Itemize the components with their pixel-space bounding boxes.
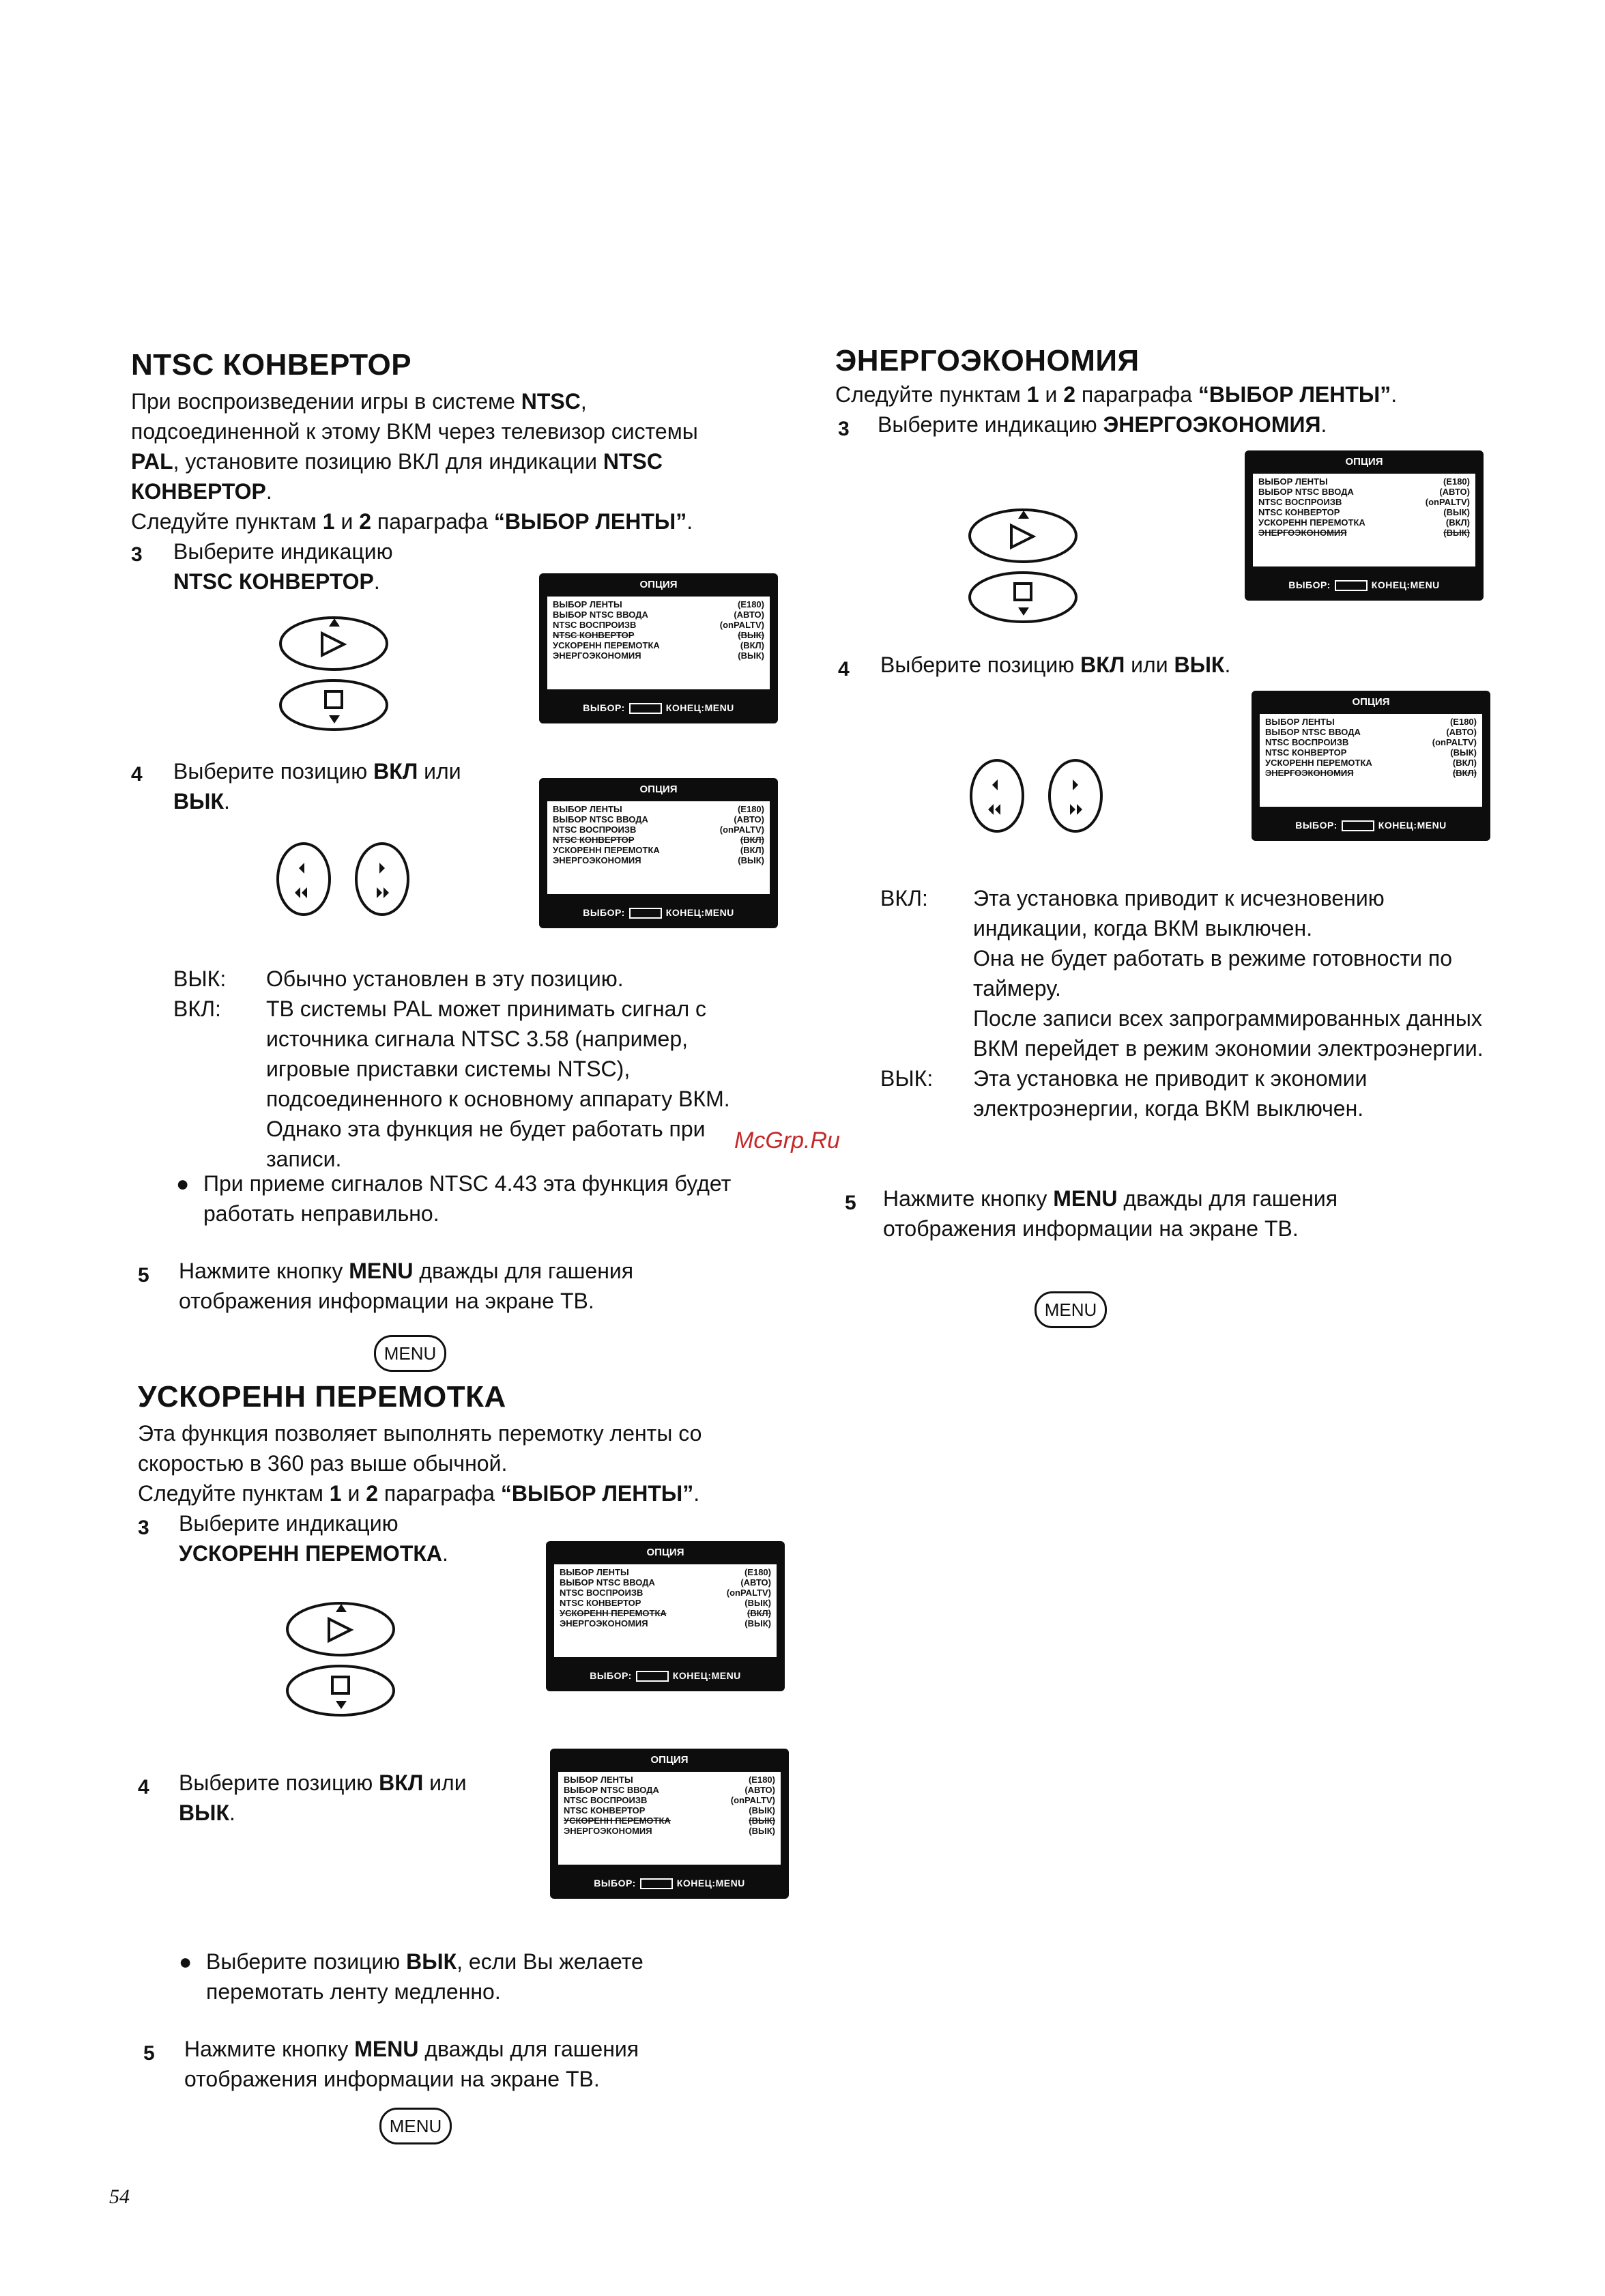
fast-intro: Эта функция позволяет выполнять перемотку ленты со скоростью в 360 раз выше обычной. Следуйте пунктам 1 и 2 параграфа “ВЫБОР ЛЕНТЫ”. (138, 1421, 702, 1506)
menu-button[interactable]: MENU (374, 1335, 446, 1372)
watermark: McGrp.Ru (734, 1128, 840, 1153)
step-number: 3 (131, 543, 143, 566)
osd-screen: ОПЦИЯ ВЫБОР ЛЕНТЫ (E180) ВЫБОР NTSC ВВОДА (АВТО) NTSC ВОСПРОИЗВ (onPALTV) NTSC КОНВЕРТОР (ВЫК) УСКОРЕНН ПЕРЕМОТКА (ВКЛ) ЭНЕРГОЭКОНОМИЯ (ВЫК) ВЫБОР: КОНЕЦ:MENU (1245, 450, 1484, 601)
menu-button[interactable]: MENU (1035, 1291, 1107, 1328)
energy-step5: Нажмите кнопку MENU дважды для гашения отображения информации на экране ТВ. (883, 1186, 1338, 1241)
step-number: 5 (143, 2042, 155, 2065)
fast-step5: Нажмите кнопку MENU дважды для гашения отображения информации на экране ТВ. (184, 2037, 639, 2091)
ntsc-definitions: ВЫК: Обычно установлен в эту позицию. ВКЛ: ТВ системы PAL может принимать сигнал с источника сигнала NTSC 3.58 (например, игровые приставки системы NTSC), подсоединенного к основному аппарату ВКМ. Однако эта функция не будет работать при записи. (173, 966, 730, 1171)
fast-step4: Выберите позицию ВКЛ или ВЫК. (179, 1770, 467, 1825)
ntsc-step4: Выберите позицию ВКЛ или ВЫК. (173, 759, 461, 814)
step-number: 3 (838, 418, 850, 440)
energy-title: ЭНЕРГОЭКОНОМИЯ (835, 344, 1140, 377)
fast-title: УСКОРЕНН ПЕРЕМОТКА (138, 1380, 506, 1414)
energy-step4: Выберите позицию ВКЛ или ВЫК. (880, 652, 1231, 677)
ntsc-title: NTSC КОНВЕРТОР (131, 348, 412, 382)
step-number: 5 (845, 1192, 856, 1214)
rewind-forward-buttons-icon (273, 838, 416, 920)
play-up-button-icon (276, 613, 392, 736)
step-number: 5 (138, 1264, 149, 1287)
page-number: 54 (109, 2185, 130, 2208)
fast-step3: Выберите индикацию УСКОРЕНН ПЕРЕМОТКА. (179, 1511, 448, 1566)
energy-step3: Выберите индикацию ЭНЕРГОЭКОНОМИЯ. (878, 412, 1327, 437)
step-number: 3 (138, 1517, 149, 1539)
osd-screen: ОПЦИЯ ВЫБОР ЛЕНТЫ (E180) ВЫБОР NTSC ВВОДА (АВТО) NTSC ВОСПРОИЗВ (onPALTV) NTSC КОНВЕРТОР (ВЫК) УСКОРЕНН ПЕРЕМОТКА (ВКЛ) ЭНЕРГОЭКОНОМИЯ (ВЫК) ВЫБОР: КОНЕЦ:MENU (539, 573, 778, 723)
osd-screen: ОПЦИЯ ВЫБОР ЛЕНТЫ (E180) ВЫБОР NTSC ВВОДА (АВТО) NTSC ВОСПРОИЗВ (onPALTV) NTSC КОНВЕРТОР (ВЫК) УСКОРЕНН ПЕРЕМОТКА (ВЫК) ЭНЕРГОЭКОНОМИЯ (ВЫК) ВЫБОР: КОНЕЦ:MENU (550, 1749, 789, 1899)
ntsc-step3: Выберите индикацию NTSC КОНВЕРТОР. (173, 539, 393, 594)
osd-screen: ОПЦИЯ ВЫБОР ЛЕНТЫ (E180) ВЫБОР NTSC ВВОДА (АВТО) NTSC ВОСПРОИЗВ (onPALTV) NTSC КОНВЕРТОР (ВКЛ) УСКОРЕНН ПЕРЕМОТКА (ВКЛ) ЭНЕРГОЭКОНОМИЯ (ВЫК) ВЫБОР: КОНЕЦ:MENU (539, 778, 778, 928)
ntsc-intro: При воспроизведении игры в системе NTSC, подсоединенной к этому ВКМ через телевизор системы PAL, установите позицию ВКЛ для индикации NTSC КОНВЕРТОР. Следуйте пунктам 1 и 2 параграфа “ВЫБОР ЛЕНТЫ”. (131, 389, 698, 534)
step-number: 4 (131, 763, 143, 786)
ntsc-bullet: ● При приеме сигналов NTSC 4.43 эта функция будет работать неправильно. (176, 1171, 732, 1226)
fast-bullet: ● Выберите позицию ВЫК, если Вы желаете перемотать ленту медленно. (179, 1949, 644, 2004)
osd-screen: ОПЦИЯ ВЫБОР ЛЕНТЫ (E180) ВЫБОР NTSC ВВОДА (АВТО) NTSC ВОСПРОИЗВ (onPALTV) NTSC КОНВЕРТОР (ВЫК) УСКОРЕНН ПЕРЕМОТКА (ВКЛ) ЭНЕРГОЭКОНОМИЯ (ВЫК) ВЫБОР: КОНЕЦ:MENU (546, 1541, 785, 1691)
step-number: 4 (138, 1776, 149, 1798)
energy-follow: Следуйте пунктам 1 и 2 параграфа “ВЫБОР ЛЕНТЫ”. (835, 382, 1398, 407)
energy-definitions: ВКЛ: Эта установка приводит к исчезновению индикации, когда ВКМ выключен. Она не будет работать в режиме готовности по таймеру. После записи всех запрограммированных данных ВКМ перейдет в режим экономии электроэнергии. ВЫК: Эта установка не приводит к экономии электроэнергии, когда ВКМ выключен. (880, 886, 1484, 1121)
play-up-button-icon (283, 1598, 399, 1721)
play-up-button-icon (965, 505, 1081, 628)
menu-button[interactable]: MENU (379, 2108, 452, 2144)
osd-screen: ОПЦИЯ ВЫБОР ЛЕНТЫ (E180) ВЫБОР NTSC ВВОДА (АВТО) NTSC ВОСПРОИЗВ (onPALTV) NTSC КОНВЕРТОР (ВЫК) УСКОРЕНН ПЕРЕМОТКА (ВКЛ) ЭНЕРГОЭКОНОМИЯ (ВКЛ) ВЫБОР: КОНЕЦ:MENU (1252, 691, 1490, 841)
ntsc-step5: Нажмите кнопку MENU дважды для гашения отображения информации на экране ТВ. (179, 1259, 634, 1313)
rewind-forward-buttons-icon (966, 755, 1110, 837)
step-number: 4 (838, 658, 850, 680)
